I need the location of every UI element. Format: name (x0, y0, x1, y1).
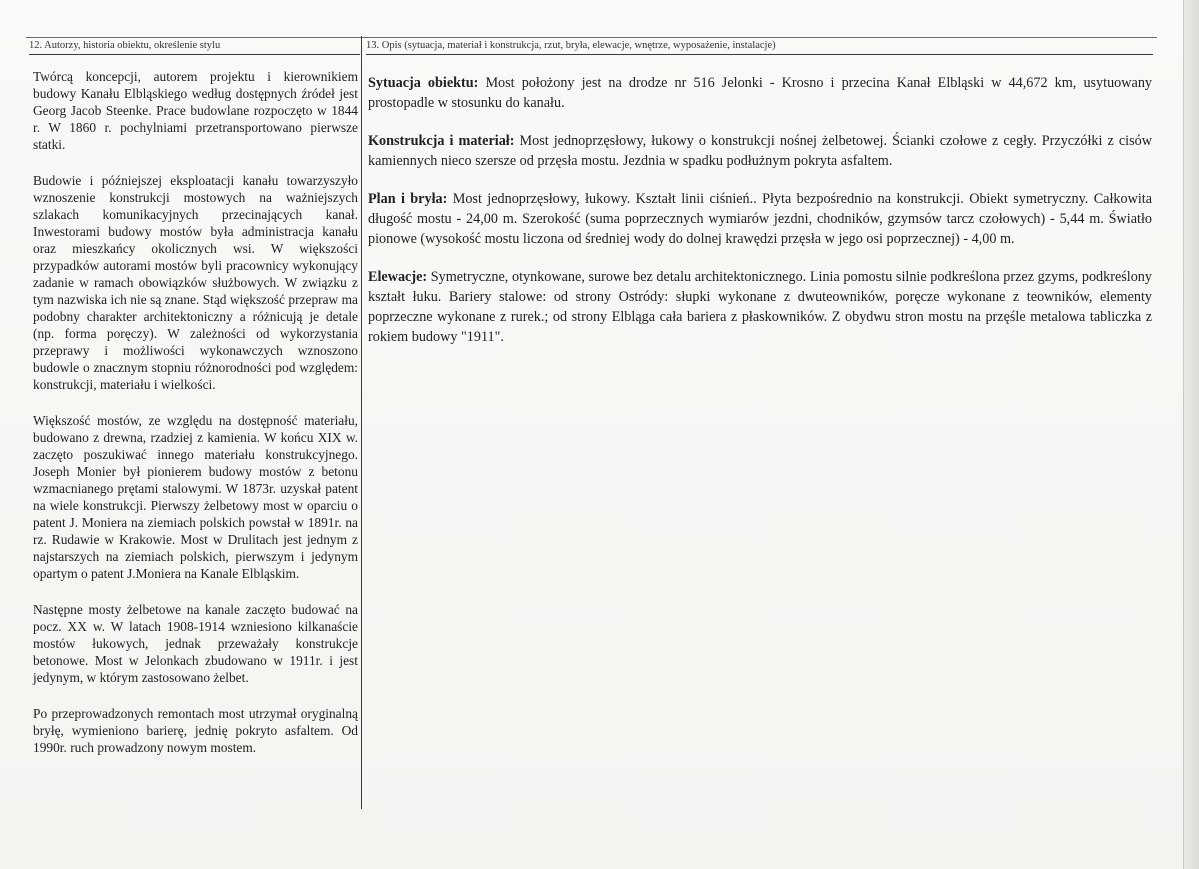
section-text: Symetryczne, otynkowane, surowe bez detalu architektonicznego. Linia pomostu silnie podkreślona przez gzyms, podkreślony kształt łuku. Bariery stalowe: od strony Ostródy: słupki wykonane z dwuteowników, poręcze wykonane z teowników, elementy poprzeczne wykonane z rurek.; od strony Elbląga cała bariera z płaskowników. Z obydwu stron mostu na przęśle metalowa tabliczka z rokiem budowy "1911". (368, 269, 1152, 345)
right-column-header: 13. Opis (sytuacja, materiał i konstrukcja, rzut, bryła, elewacje, wnętrze, wyposażenie, instalacje) (366, 38, 1153, 55)
history-paragraph: Po przeprowadzonych remontach most utrzymał oryginalną bryłę, wymieniono barierę, jednię pokryto asfaltem. Od 1990r. ruch prowadzony nowym mostem. (33, 706, 358, 755)
description-section-location (368, 73, 1152, 113)
history-paragraph: Większość mostów, ze względu na dostępność materiału, budowano z drewna, rzadziej z kamienia. W końcu XIX w. zaczęto poszukiwać innego materiału konstrukcyjnego. Joseph Monier był pionierem budowy mostów z betonu wzmacnianego prętami stalowymi. W 1873r. uzyskał patent na wiele konstrukcji. Pierwszy żelbetowy most w oparciu o patent J. Moniera na ziemiach polskich powstał w 1891r. na rz. Rudawie w Krakowie. Most w Drulitach jest jednym z najstarszych na ziemiach polskich, pierwszym i jedynym opartym o patent J.Moniera na Kanale Elbląskim. (33, 413, 358, 581)
section-heading: Konstrukcja i materiał: (368, 133, 515, 149)
scan-edge (1183, 0, 1199, 869)
description-section-plan (368, 189, 1152, 249)
section-heading: Plan i bryła: (368, 191, 448, 207)
description-section-construction (368, 131, 1152, 171)
description-section-elevations (368, 267, 1152, 347)
history-paragraph: Budowie i późniejszej eksploatacji kanału towarzyszyło wznoszenie konstrukcji mostowych na ważniejszych szlakach komunikacyjnych przecinających kanał. Inwestorami budowy mostów była administracja kanału oraz mieszkańcy okolicznych wsi. W większości przypadków autorami mostów byli pracownicy wykonujący zadanie w ramach obowiązków służbowych. W związku z tym nazwiska ich nie są znane. Stąd większość przepraw ma podobny charakter architektoniczny a różnicują je detale (np. forma poręczy). W zależności od wykorzystania przeprawy i możliwości wykonawczych wznoszono budowle o znacznym stopniu różnorodności pod względem: konstrukcji, materiału i wielkości. (33, 173, 358, 392)
history-paragraph: Twórcą koncepcji, autorem projektu i kierownikiem budowy Kanału Elbląskiego według dostępnych źródeł jest Georg Jacob Steenke. Prace budowlane rozpoczęto w 1844 r. W 1860 r. pochylniami przetransportowano pierwsze statki. (33, 69, 358, 152)
section-heading: Elewacje: (368, 269, 428, 285)
left-column-header: 12. Autorzy, historia obiektu, określenie stylu (29, 38, 360, 55)
description-column (368, 73, 1152, 365)
scan-edge-line (1183, 0, 1184, 869)
section-text: Most jednoprzęsłowy, łukowy. Kształt linii ciśnień.. Płyta bezpośrednio na konstrukcji. Obiekt symetryczny. Całkowita długość mostu - 24,00 m. Szerokość (suma poprzecznych wymiarów jezdni, chodników, gzymsów tarcz czołowych) - 5,44 m. Światło pionowe (wysokość mostu liczona od średniej wody do dolnej krawędzi przęsła w jego osi poprzecznej) - 4,00 m. (368, 191, 1153, 247)
section-text: Most jednoprzęsłowy, łukowy o konstrukcji nośnej żelbetowej. Ścianki czołowe z cegły. Przyczółki z cisów kamiennych nieco szersze od przęsła mostu. Jezdnia w spadku podłużnym pokryta asfaltem. (368, 133, 1152, 169)
history-paragraph: Następne mosty żelbetowe na kanale zaczęto budować na pocz. XX w. W latach 1908-1914 wzniesiono kilkanaście mostów łukowych, jednak przeważały konstrukcje betonowe. Most w Jelonkach zbudowano w 1911r. i jest jedynym, w którym zastosowano żelbet. (33, 602, 358, 685)
section-text: Most położony jest na drodze nr 516 Jelonki - Krosno i przecina Kanał Elbląski w 44,672 km, usytuowany prostopadle w stosunku do kanału. (368, 75, 1153, 111)
section-heading: Sytuacja obiektu: (368, 75, 479, 91)
column-divider (361, 36, 362, 809)
history-column (33, 68, 358, 775)
